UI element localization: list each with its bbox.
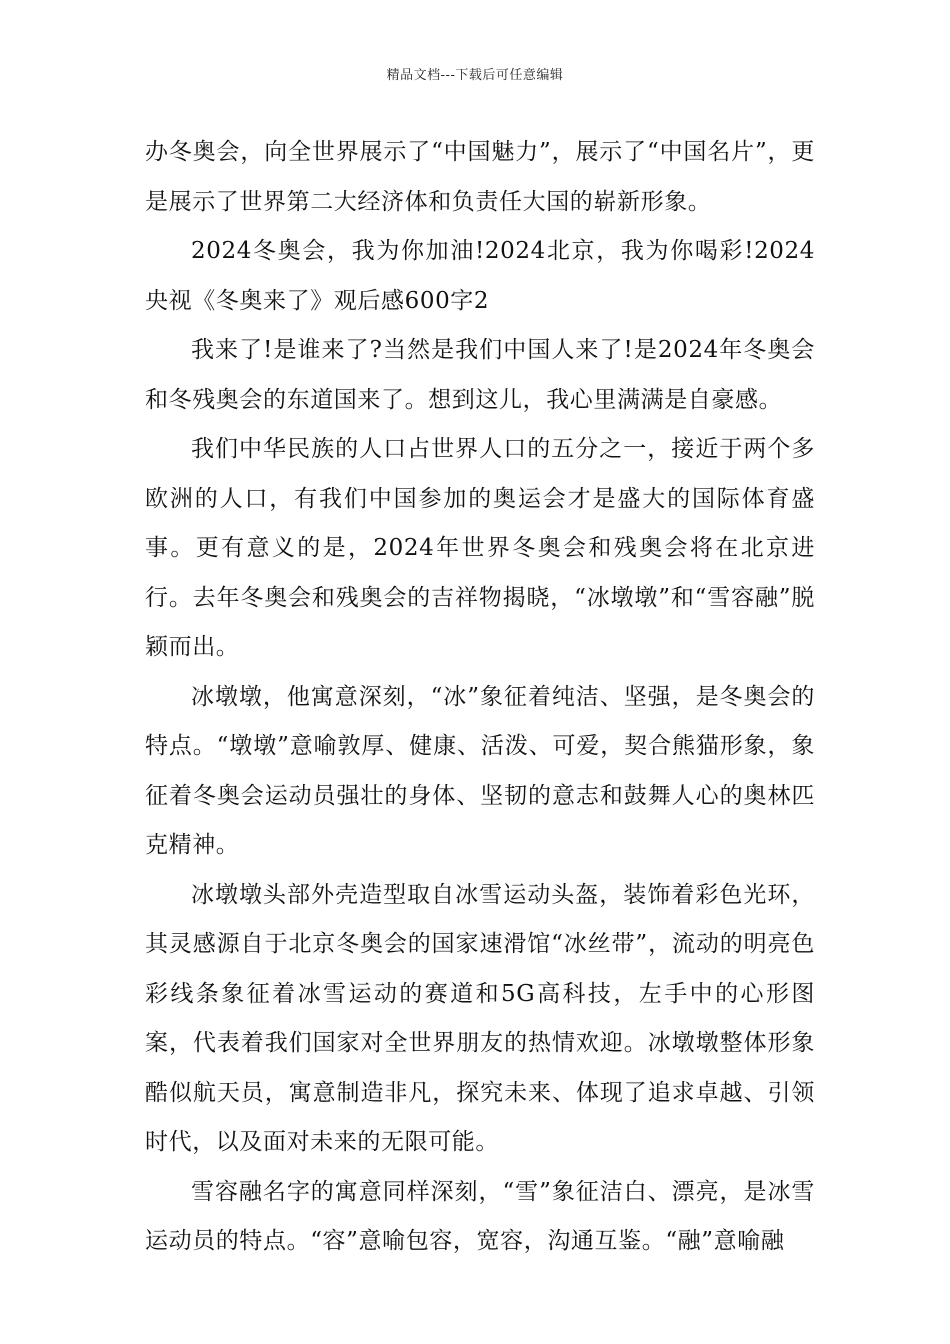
page-header: 精品文档---下载后可任意编辑: [386, 68, 564, 83]
paragraph-7: 雪容融名字的寓意同样深刻，“雪”象征洁白、漂亮，是冰雪运动员的特点。“容”意喻包容，宽容，沟通互鉴。“融”意喻融: [145, 1178, 815, 1254]
document-body: [145, 128, 815, 1267]
paragraph-5: 冰墩墩，他寓意深刻，“冰”象征着纯洁、坚强，是冬奥会的特点。“墩墩”意喻敦厚、健康、活泼、可爱，契合熊猫形象，象征着冬奥会运动员强壮的身体、坚韧的意志和鼓舞人心的奥林匹克精神。: [145, 683, 815, 858]
paragraph-2: 2024冬奥会，我为你加油!2024北京，我为你喝彩!2024央视《冬奥来了》观后感600字2: [145, 238, 815, 314]
paragraph-4: 我们中华民族的人口占世界人口的五分之一，接近于两个多欧洲的人口，有我们中国参加的奥运会才是盛大的国际体育盛事。更有意义的是，2024年世界冬奥会和残奥会将在北京进行。去年冬奥会和残奥会的吉祥物揭晓，“冰墩墩”和“雪容融”脱颖而出。: [145, 436, 815, 660]
paragraph-1: 办冬奥会，向全世界展示了“中国魅力”，展示了“中国名片”，更是展示了世界第二大经济体和负责任大国的崭新形象。: [145, 139, 815, 215]
paragraph-3: 我来了!是谁来了?当然是我们中国人来了!是2024年冬奥会和冬残奥会的东道国来了。想到这儿，我心里满满是自豪感。: [145, 337, 815, 413]
paragraph-6: 冰墩墩头部外壳造型取自冰雪运动头盔，装饰着彩色光环，其灵感源自于北京冬奥会的国家速滑馆“冰丝带”，流动的明亮色彩线条象征着冰雪运动的赛道和5G高科技，左手中的心形图案，代表着我们国家对全世界朋友的热情欢迎。冰墩墩整体形象酷似航天员，寓意制造非凡，探究未来、体现了追求卓越、引领时代，以及面对未来的无限可能。: [145, 881, 815, 1155]
